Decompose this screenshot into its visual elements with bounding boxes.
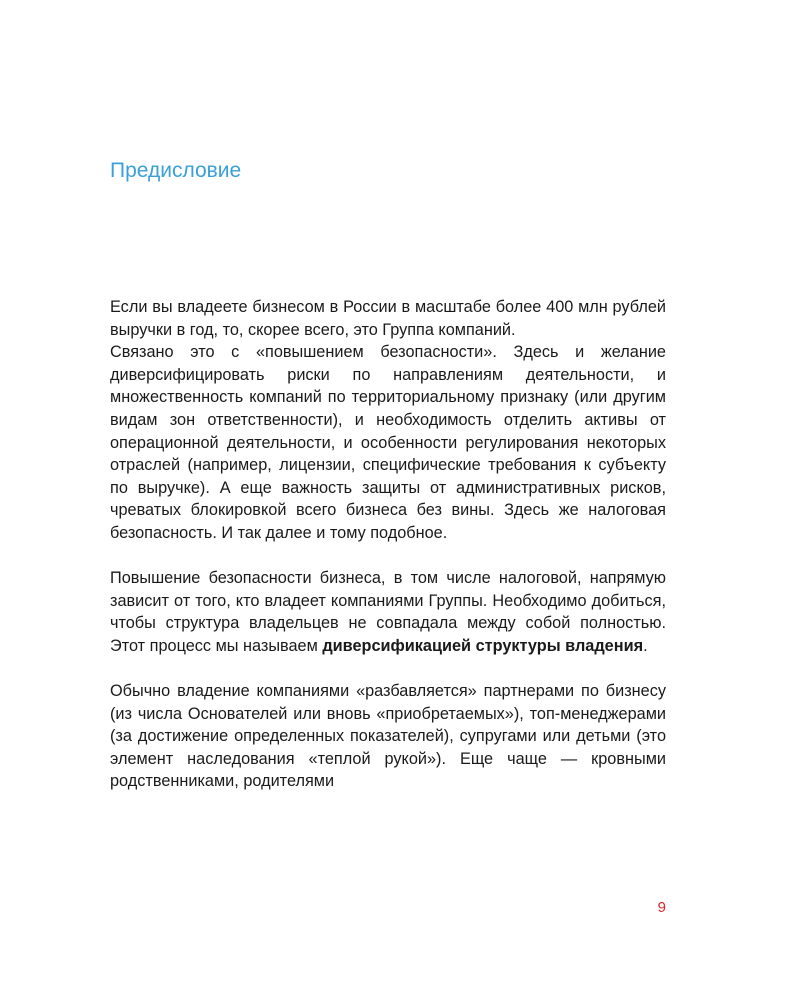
paragraph-2: Связано это с «повышением безопасности». Здесь и желание диверсифицировать риски по направлениям деятельности, и множественность компаний по территориальному признаку (или другим видам зон ответственности), и необходимость отделить активы от операционной деятельности, и особенности регулирования некоторых отраслей (например, лицензии, специфические требования к субъекту по выручке). А еще важность защиты от административных рисков, чреватых блокировкой всего бизнеса без вины. Здесь же налоговая безопасность. И так далее и тому подобное.: [110, 343, 666, 542]
paragraph-3-text-start: Повышение безопасности бизнеса, в том числе налоговой, напрямую зависит от того, кто владеет компаниями Группы. Необходимо добиться, чтобы структура владельцев не совпадала между собой полностью. Этот процесс мы называем: [110, 569, 666, 655]
paragraph-3-text-end: .: [643, 636, 648, 655]
paragraph-4: Обычно владение компаниями «разбавляется» партнерами по бизнесу (из числа Основателей или вновь «приобретаемых»), топ-менеджерами (за достижение определенных показателей), супругами или детьми (это элемент наследования «теплой рукой»). Еще чаще — кровными родственниками, родителями: [110, 682, 666, 791]
page-title: Предисловие: [110, 159, 242, 182]
body-text: [110, 296, 666, 793]
paragraph-1: Если вы владеете бизнесом в России в масштабе более 400 млн рублей выручки в год, то, скорее всего, это Группа компаний.: [110, 298, 666, 339]
paragraph-3: [110, 567, 666, 657]
page-number: 9: [657, 899, 666, 916]
paragraph-3-emphasis: диверсификацией структуры владения: [322, 636, 644, 655]
